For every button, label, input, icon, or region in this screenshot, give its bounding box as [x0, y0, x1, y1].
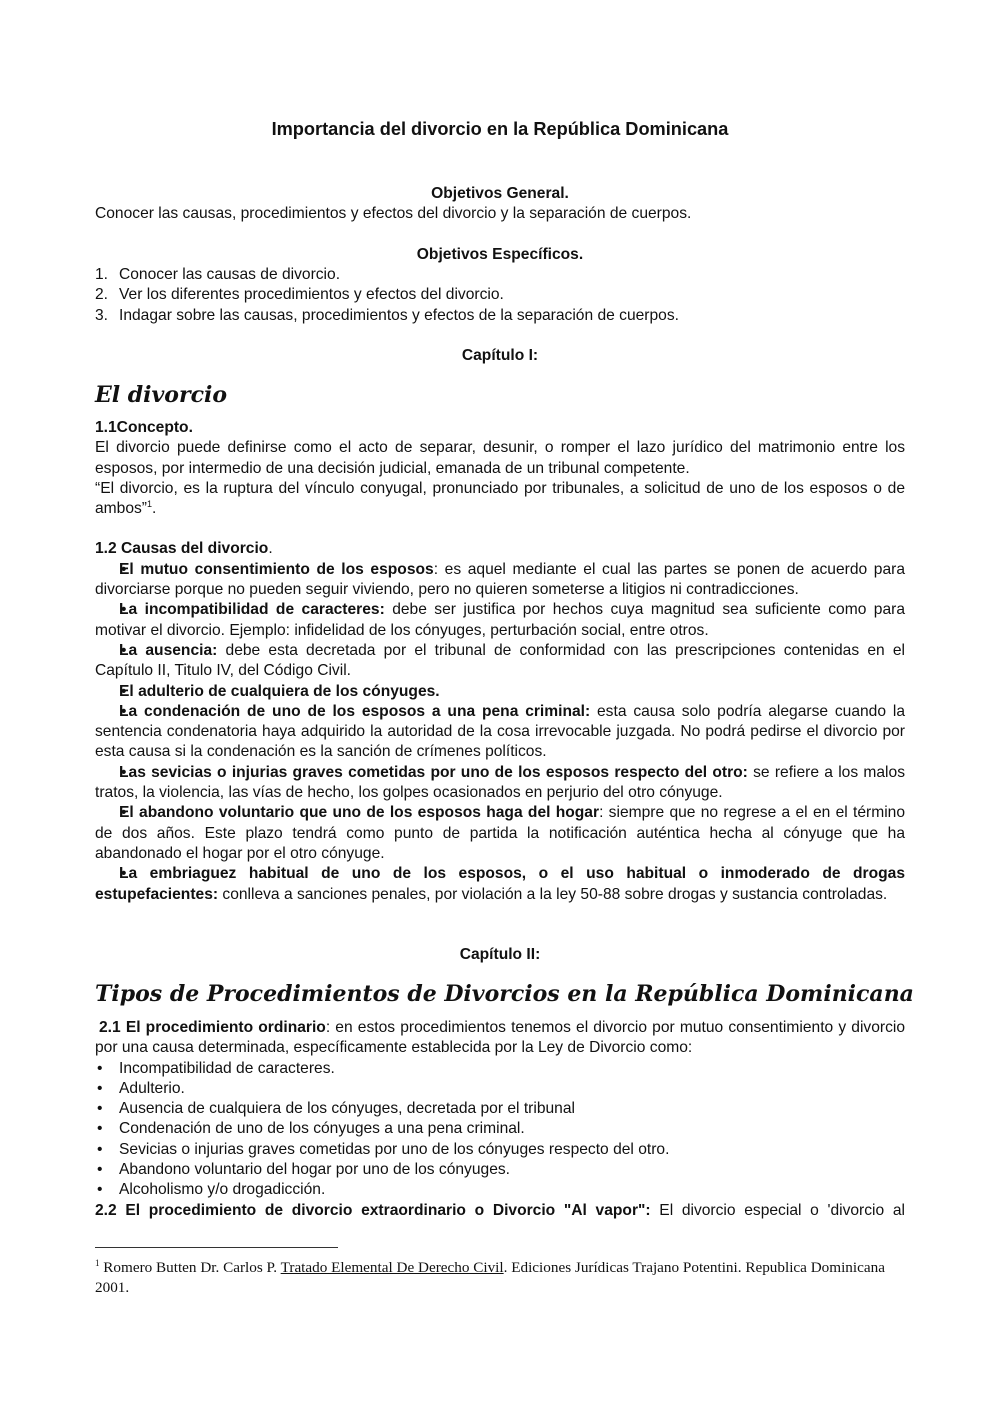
chapter-2-title: Tipos de Procedimientos de Divorcios en la República Dominicana — [95, 981, 914, 1007]
extraordinario-text: El divorcio especial o 'divorcio al — [650, 1201, 906, 1219]
causa-item-text: conlleva a sanciones penales, por violación a la ley 50-88 sobre drogas y sustancia controladas. — [218, 885, 888, 903]
causa-item-bold: Las sevicias o injurias graves cometidas por uno de los esposos respecto del otro: — [119, 763, 748, 781]
ordinario-paragraph — [95, 1018, 905, 1059]
causa-item-text: : es aquel mediante el cual las partes se ponen de acuerdo para divorciarse porque no pueden seguir viviendo, pero no quieren someterse a litigios ni contradicciones. — [95, 560, 905, 599]
objetivos-especificos-list — [95, 265, 905, 326]
chapter-1-title: El divorcio — [95, 382, 227, 408]
causa-item — [95, 864, 905, 905]
chapter-2-label: Capítulo II: — [459, 946, 541, 963]
extraordinario-heading: 2.2 El procedimiento de divorcio extraordinario o Divorcio "Al vapor": — [95, 1201, 651, 1219]
ordinario-item: • Sevicias o injurias graves cometidas por uno de los cónyuges respecto del otro. — [95, 1140, 905, 1160]
list-item-text: Conocer las causas de divorcio. — [119, 266, 341, 283]
list-item — [95, 306, 905, 326]
causa-item-bold: El abandono voluntario que uno de los esposos haga del hogar — [119, 804, 600, 822]
footnote — [95, 1258, 905, 1298]
ordinario-item: • Incompatibilidad de caracteres. — [95, 1059, 905, 1079]
objetivos-general-text: Conocer las causas, procedimientos y efectos del divorcio y la separación de cuerpos. — [95, 205, 692, 222]
ordinario-item: • Abandono voluntario del hogar por uno de los cónyuges. — [95, 1160, 905, 1180]
chapter-1-body — [95, 418, 905, 905]
concepto-heading: 1.1Concepto. — [95, 419, 193, 436]
causa-item — [95, 763, 905, 804]
concepto-text: El divorcio puede definirse como el acto de separar, desunir, o romper el lazo jurídico del matrimonio entre los esposos, por intermedio de una decisión judicial, emanada de un tribunal competente. — [95, 439, 905, 477]
objetivos-especificos-heading: Objetivos Específicos. — [416, 246, 584, 263]
causa-item-text: : siempre que no regrese a el en el término de dos años. Este plazo tendrá como punto de partida la notificación auténtica hecha al cónyuge que ha abandonado el hogar por el otro cónyuge. — [95, 804, 906, 862]
footnote-mark: 1 — [95, 1257, 100, 1268]
ordinario-item: • Condenación de uno de los cónyuges a una pena criminal. — [95, 1119, 905, 1139]
document-title: Importancia del divorcio en la República Dominicana — [271, 119, 729, 139]
footnote-author: Romero Butten Dr. Carlos P. — [99, 1259, 281, 1276]
ordinario-item: • Adulterio. — [95, 1079, 905, 1099]
causa-item-bold: El mutuo consentimiento de los esposos — [119, 560, 434, 578]
footnote-ref: 1 — [147, 499, 153, 509]
quote-text: “El divorcio, es la ruptura del vínculo conyugal, pronunciado por tribunales, a solicitud de uno de los esposos o de ambos” — [95, 479, 905, 518]
causas-heading-line — [95, 539, 905, 559]
causa-item — [95, 803, 905, 864]
causa-item-bold: La condenación de uno de los esposos a una pena criminal: — [119, 702, 591, 720]
list-item — [95, 285, 905, 305]
ordinario-item: • Ausencia de cualquiera de los cónyuges, decretada por el tribunal — [95, 1099, 905, 1119]
causas-heading: 1.2 Causas del divorcio — [95, 540, 269, 558]
list-item-number: 3. — [95, 306, 109, 324]
causa-item-bold: La incompatibilidad de caracteres: — [119, 601, 385, 619]
causas-heading-end: . — [268, 540, 273, 558]
causa-item-bold: La embriaguez habitual de uno de los esposos, o el uso habitual o inmoderado de drogas estupefacientes: — [95, 865, 905, 903]
causa-item-bold: La ausencia: — [119, 641, 218, 659]
causa-item-bold: El adulterio de cualquiera de los cónyuges. — [119, 682, 440, 700]
list-item-number: 2. — [95, 286, 109, 304]
extraordinario-paragraph — [95, 1201, 905, 1221]
causa-item — [95, 702, 905, 763]
causa-item-text: esta causa solo podría alegarse cuando la sentencia condenatoria haya adquirido la autoridad de la cosa irrevocable juzgada. No podrá pedirse el divorcio por esta causa si la condenación es la sanción de crímenes políticos. — [95, 702, 905, 761]
list-item-text: Ver los diferentes procedimientos y efectos del divorcio. — [119, 286, 504, 304]
list-item-number: 1. — [95, 266, 109, 283]
chapter-1-label: Capítulo I: — [461, 347, 539, 364]
footnote-publisher: . Ediciones Jurídicas Trajano Potentini. Republica Dominicana 2001. — [95, 1259, 885, 1296]
objetivos-general-heading: Objetivos General. — [431, 185, 569, 202]
list-item-text: Indagar sobre las causas, procedimientos y efectos de la separación de cuerpos. — [119, 306, 679, 324]
concepto-quote — [95, 479, 905, 520]
quote-end: . — [152, 500, 157, 518]
causa-item — [95, 600, 905, 641]
ordinario-item: • Alcoholismo y/o drogadicción. — [95, 1180, 905, 1200]
ordinario-heading: 2.1 El procedimiento ordinario — [99, 1019, 326, 1036]
causa-item-text: debe ser justifica por hechos cuya magnitud sea suficiente como para motivar el divorcio. Ejemplo: infidelidad de los cónyuges, perturbación social, entre otros. — [95, 601, 906, 639]
footnote-divider — [95, 1247, 338, 1248]
list-item — [95, 265, 905, 285]
causa-item — [95, 682, 905, 702]
footnote-book-title: Tratado Elemental De Derecho Civil — [280, 1259, 504, 1276]
causa-item — [95, 560, 905, 601]
ordinario-text: : en estos procedimientos tenemos el divorcio por mutuo consentimiento y divorcio por una causa determinada, específicamente establecida por la Ley de Divorcio como: — [95, 1019, 906, 1057]
chapter-2-body — [95, 1018, 905, 1221]
causa-item-text: debe esta decretada por el tribunal de conformidad con las prescripciones contenidas en el Capítulo II, Titulo IV, del Código Civil. — [95, 641, 906, 680]
causa-item — [95, 641, 905, 682]
causa-item-text: se refiere a los malos tratos, la violencia, las vías de hecho, los golpes ocasionados en perjurio del otro cónyuge. — [95, 763, 905, 802]
